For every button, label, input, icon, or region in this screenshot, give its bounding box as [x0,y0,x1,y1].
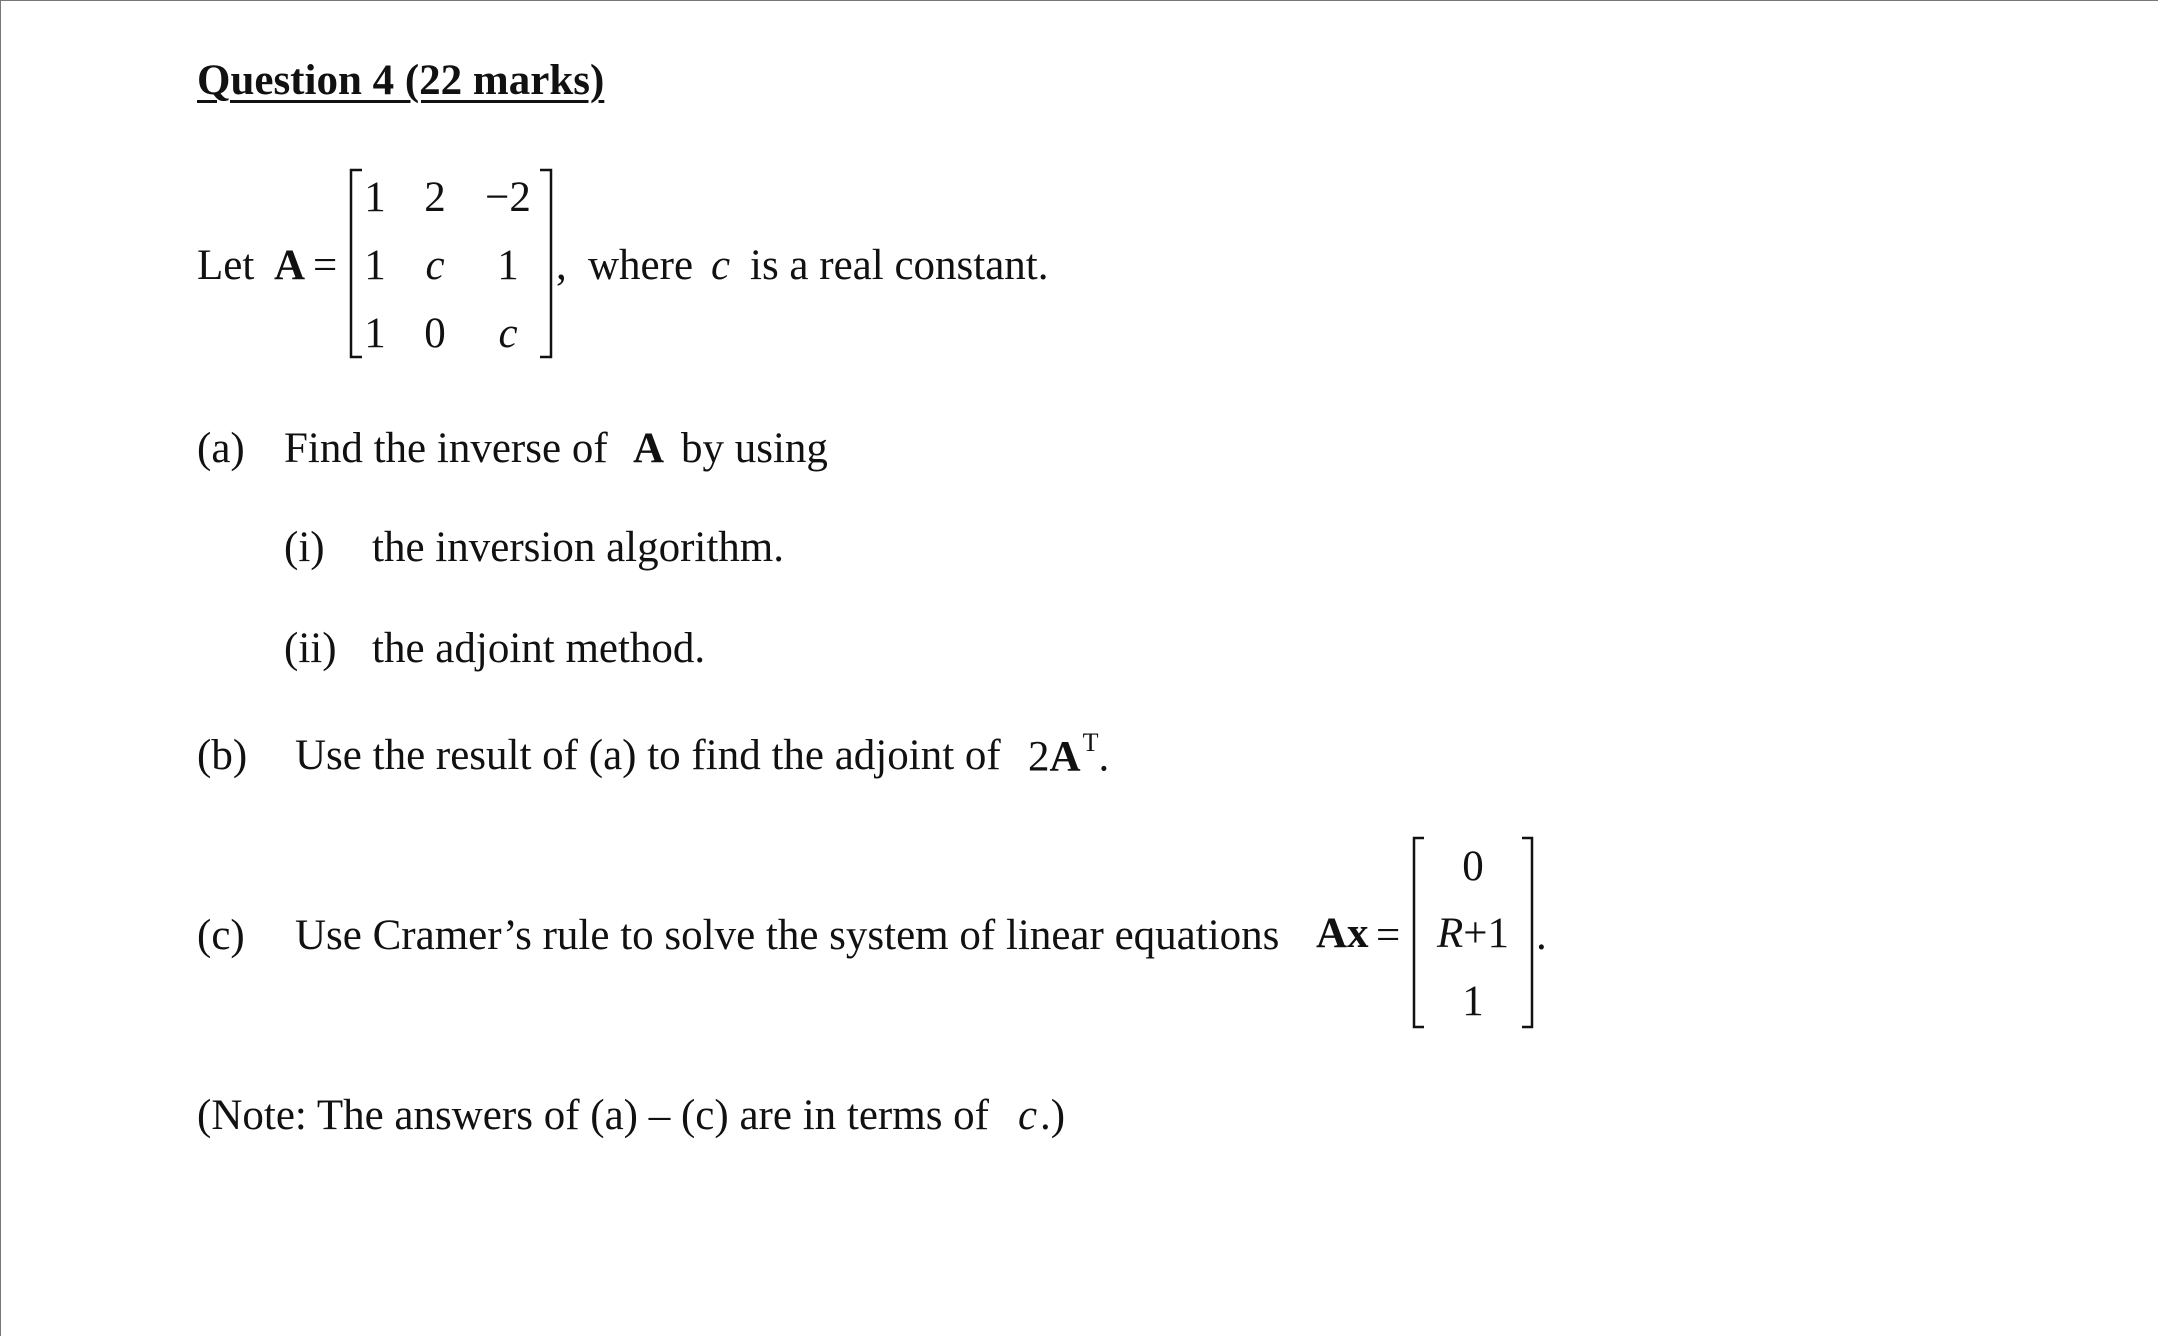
matrix-cell-r3c1: 1 [364,310,386,357]
part-b-label: (b) [197,732,248,779]
vector-plus-one: +1 [1463,910,1510,957]
part-a-matrix-A: A [633,425,665,472]
note-var-c: c [1018,1092,1038,1139]
part-c-equals: = [1376,912,1401,959]
part-c-text: Use Cramer’s rule to solve the system of linear equations [295,912,1280,959]
vector-entry-3: 1 [1462,978,1484,1025]
matrix-cell-r2c1: 1 [364,242,386,289]
part-b-expression [1028,728,1110,781]
vector-entry-2 [1418,912,1528,955]
part-b-period: . [1098,733,1110,781]
vector-R: R [1436,910,1464,957]
matrix-cell-r1c2: 2 [424,174,446,221]
transpose-sup: T [1082,728,1099,757]
part-c-period: . [1536,912,1547,959]
where-text: where [588,242,694,289]
part-b-matrix-A: A [1049,733,1081,781]
matrix-cell-r3c3: c [498,310,518,357]
part-a-label: (a) [197,425,245,472]
note-end: .) [1040,1092,1066,1139]
subpart-ii-label: (ii) [284,625,337,672]
comma: , [556,242,567,289]
question-heading: Question 4 (22 marks) [197,57,605,104]
constant-text: is a real constant. [750,242,1049,289]
note-text: (Note: The answers of (a) – (c) are in terms of [197,1092,989,1139]
matrix-cell-r2c2: c [425,242,445,289]
part-a-text-post: by using [681,425,828,472]
equals-sign: = [313,242,338,289]
subpart-i-label: (i) [284,524,325,571]
matrix-name-A: A [274,242,306,289]
matrix-cell-r2c3: 1 [497,242,519,289]
subpart-i-text: the inversion algorithm. [372,524,785,571]
matrix-cell-r1c1: 1 [364,174,386,221]
part-a-text: Find the inverse of [284,425,608,472]
part-c-label: (c) [197,912,245,959]
let-text: Let [197,242,255,289]
vector-entry-1: 0 [1462,843,1484,890]
subpart-ii-text: the adjoint method. [372,625,706,672]
part-b-coef: 2 [1028,733,1050,781]
matrix-cell-r1c3: −2 [485,174,531,221]
var-c: c [711,242,731,289]
part-b-text: Use the result of (a) to find the adjoint of [295,732,1001,779]
part-c-lhs-Ax: Ax [1316,910,1369,957]
matrix-cell-r3c2: 0 [424,310,446,357]
